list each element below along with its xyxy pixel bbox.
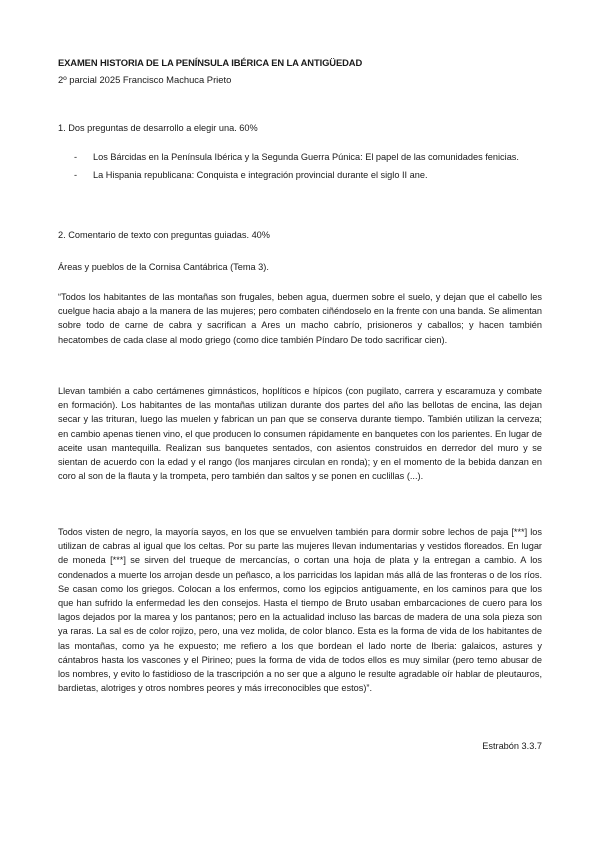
question-1-options <box>58 150 542 186</box>
dash-bullet-icon: - <box>74 152 78 162</box>
list-item <box>58 150 542 164</box>
text-source-line: Áreas y pueblos de la Cornisa Cantábrica (Tema 3). <box>58 262 269 272</box>
option-text: Los Bárcidas en la Península Ibérica y la Segunda Guerra Púnica: El papel de las comunidades fenicias. <box>93 152 519 162</box>
list-item <box>58 168 542 182</box>
question-1-heading: 1. Dos preguntas de desarrollo a elegir una. 60% <box>58 123 258 133</box>
commentary-paragraph: Llevan también a cabo certámenes gimnásticos, hoplíticos e hípicos (con pugilato, carrera y escaramuza y combate en formación). Los habitantes de las montañas utilizan durante dos partes del año las bellotas de encina, las dejan secar y las trituran, luego las muelen y fabrican un pan que se conserva durante tiempo. También utilizan la cerveza; en cambio apenas tienen vino, el que producen lo consumen rápidamente en banquetes con los parientes. En lugar de aceite usan mantequilla. Realizan sus banquetes sentados, con asientos construidos en derredor del muro y se sientan de acuerdo con la edad y el rango (los manjares circulan en ronda); y en el momento de la bebida danzan en coro al son de la flauta y la trompeta, pero también dan saltos y se ponen en cuclillas (...). <box>58 386 542 482</box>
exam-title: EXAMEN HISTORIA DE LA PENÍNSULA IBÉRICA EN LA ANTIGÜEDAD <box>58 57 363 68</box>
option-text: La Hispania republicana: Conquista e integración provincial durante el siglo II ane. <box>93 170 428 181</box>
question-2-heading: 2. Comentario de texto con preguntas guiadas. 40% <box>58 230 270 240</box>
dash-bullet-icon: - <box>74 170 78 181</box>
commentary-paragraph: Todos visten de negro, la mayoría sayos, en los que se envuelven también para dormir sobre lechos de paja [***] los utilizan de cabras al igual que los celtas. Por su parte las mujeres llevan indumentarias y vestidos floreados. En lugar de moneda [***] se sirven del trueque de mercancías, o cortan una hoja de plata y la entregan a cambio. A los condenados a muerte los arrojan desde un peñasco, a los parricidas los lapidan más allá de las fronteras o de los ríos. Se casan como los griegos. Colocan a los enfermos, como los egipcios antiguamente, en los caminos para que los que han sufrido la enfermedad les den consejos. Hasta el tiempo de Bruto usaban embarcaciones de cuero para los lagos dejados por la marea y los pantanos; pero en la actualidad incluso las barcas de madera de una sola pieza son ya raras. La sal es de color rojizo, pero, una vez molida, de color blanco. Esta es la forma de vida de los habitantes de las montañas, como ya he expuesto; me refiero a los que bordean el lado norte de Iberia: galaicos, astures y cántabros hasta los vascones y el Pirineo; pues la forma de vida de todos ellos es muy similar (pero temo abusar de los nombres, y evito lo fastidioso de la trascripción a no ser que a alguno le resulte agradable oír hablar de pleutauros, bardietas, alotriges y otros nombres peores y más irreconocibles que estos)”. <box>58 527 542 694</box>
citation: Estrabón 3.3.7 <box>482 741 542 751</box>
exam-subtitle: 2º parcial 2025 Francisco Machuca Prieto <box>58 74 232 85</box>
commentary-paragraph: “Todos los habitantes de las montañas son frugales, beben agua, duermen sobre el suelo, y dejan que el cabello les cuelgue hacia abajo a la manera de las mujeres; pero combaten ciñéndoselo en la frente con una banda. Se alimentan sobre todo de carne de cabra y sacrifican a Ares un macho cabrío, prisioneros y caballos; y hacen también hecatombes de cada clase al modo griego (como dice también Píndaro De todo sacrificar cien). <box>58 292 542 345</box>
